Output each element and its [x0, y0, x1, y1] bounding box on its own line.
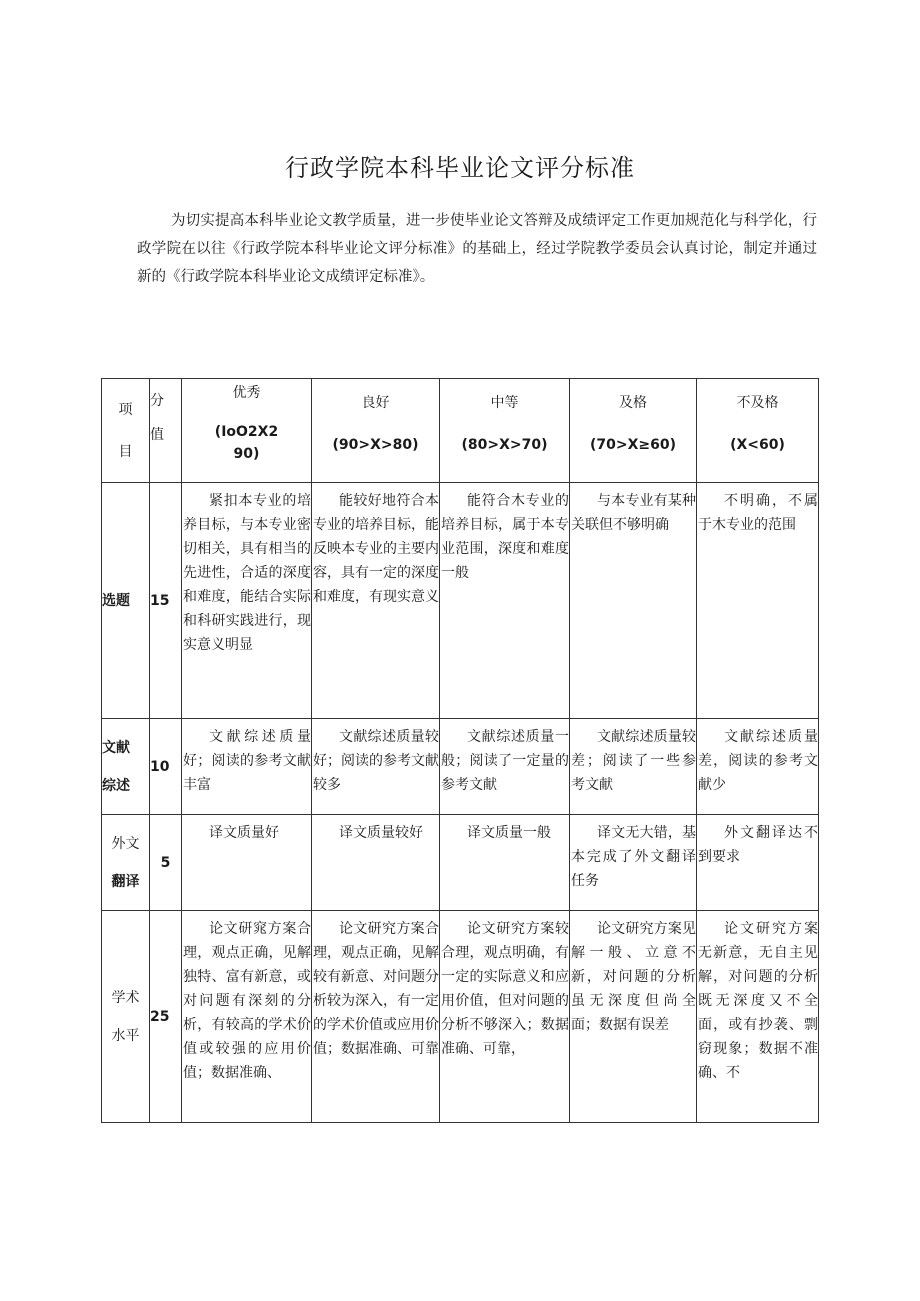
- table-row: [102, 815, 819, 911]
- criteria-cell: 论文研究方案较合理，观点明确，有一定的实际意义和应用价值，但对问题的分析不够深入；数据准确、可靠，: [440, 911, 570, 1123]
- table-row: [102, 911, 819, 1123]
- intro-paragraph: 为切实提高本科毕业论文教学质量，进一步使毕业论文答辩及成绩评定工作更加规范化与科学化，行政学院在以往《行政学院本科毕业论文评分标准》的基础上，经过学院教学委员会认真讨论，制定并通过新的《行政学院本科毕业论文成绩评定标准》。: [137, 213, 817, 285]
- criteria-cell: 文献综述质量较差；阅读了一些参考文献: [570, 719, 697, 815]
- level-range: (80>X>70): [461, 437, 548, 453]
- table-row: [102, 719, 819, 815]
- criteria-cell: 能较好地符合本专业的培养目标，能反映本专业的主要内容，具有一定的深度和难度，有现实意义: [312, 483, 440, 719]
- header-item-char-2: 目: [118, 443, 133, 460]
- header-score-char-1: 分: [150, 393, 164, 409]
- criteria-cell: 译文无大错，基本完成了外文翻译任务: [570, 815, 697, 911]
- header-score-char-2: 值: [150, 427, 164, 443]
- row-label-line: 文献: [102, 739, 130, 756]
- level-name: 优秀: [232, 385, 261, 401]
- level-name: 中等: [490, 395, 519, 411]
- criteria-cell: 文献综述质量较好；阅读的参考文献较多: [312, 719, 440, 815]
- header-level-pass: [570, 379, 697, 483]
- row-label-line: 水平: [111, 1027, 140, 1044]
- criteria-cell: 译文质量较好: [312, 815, 440, 911]
- criteria-cell: 论文研究方案合理，观点正确，见解较有新意、对问题分析较为深入，有一定的学术价值或应用价值；数据准确、可靠: [312, 911, 440, 1123]
- level-range: (90>X>80): [332, 437, 419, 453]
- row-score: 15: [150, 483, 182, 719]
- criteria-cell: 文献综述质量一般；阅读了一定量的参考文献: [440, 719, 570, 815]
- level-name: 良好: [361, 395, 390, 411]
- criteria-cell: 外文翻译达不到要求: [697, 815, 819, 911]
- criteria-cell: 译文质量好: [182, 815, 312, 911]
- row-score: 25: [150, 911, 182, 1123]
- criteria-cell: 译文质量一般: [440, 815, 570, 911]
- row-label-line: 学术: [111, 989, 140, 1006]
- table-header-row: [102, 379, 819, 483]
- header-level-fail: [697, 379, 819, 483]
- header-item: [102, 379, 150, 483]
- row-label-line: 外文: [111, 835, 140, 852]
- level-name: 及格: [619, 395, 647, 411]
- row-label: [102, 719, 150, 815]
- criteria-cell: 能符合木专业的培养目标，属于本专业范围，深度和难度一般: [440, 483, 570, 719]
- row-label-line: 翻译: [111, 873, 140, 890]
- level-range: (IoO2X2 90): [214, 424, 279, 462]
- criteria-cell: 论文研窕方案合理，观点正确，见解独特、富有新意，或对问题有深刻的分析，有较高的学术价值或较强的应用价值；数据准确、: [182, 911, 312, 1123]
- row-label-line: 综述: [102, 777, 130, 794]
- level-range: (X<60): [730, 437, 785, 453]
- level-range: (70>X≥60): [589, 437, 677, 453]
- header-level-medium: [440, 379, 570, 483]
- row-label: 选题: [102, 483, 150, 719]
- header-level-good: [312, 379, 440, 483]
- criteria-cell: 紧扣本专业的培养目标，与本专业密切相关，具有相当的先进性，合适的深度和难度，能结合实际和科研实践进行，现实意义明显: [182, 483, 312, 719]
- row-label: [102, 911, 150, 1123]
- row-label: [102, 815, 150, 911]
- criteria-cell: 文献综述质量差，阅读的参考文献少: [697, 719, 819, 815]
- criteria-cell: 不明确，不属于木专业的范围: [697, 483, 819, 719]
- page-title: 行政学院本科毕业论文评分标准: [285, 154, 635, 182]
- criteria-cell: 论文研究方案见解一般、立意不新，对问题的分析虽无深度但尚全面；数据有误差: [570, 911, 697, 1123]
- criteria-cell: 论文研究方案无新意，无自主见解，对问题的分析既无深度又不全面，或有抄袭、剽窃现象；数据不准确、不: [697, 911, 819, 1123]
- header-score: [150, 379, 182, 483]
- row-score: 10: [150, 719, 182, 815]
- criteria-cell: 文献综述质量好；阅读的参考文献丰富: [182, 719, 312, 815]
- grading-table: [101, 378, 819, 1123]
- header-level-excellent: [182, 379, 312, 483]
- table-row: [102, 483, 819, 719]
- row-score: 5: [150, 815, 182, 911]
- criteria-cell: 与本专业有某种关联但不够明确: [570, 483, 697, 719]
- level-name: 不及格: [736, 395, 779, 411]
- header-item-char-1: 项: [118, 401, 133, 418]
